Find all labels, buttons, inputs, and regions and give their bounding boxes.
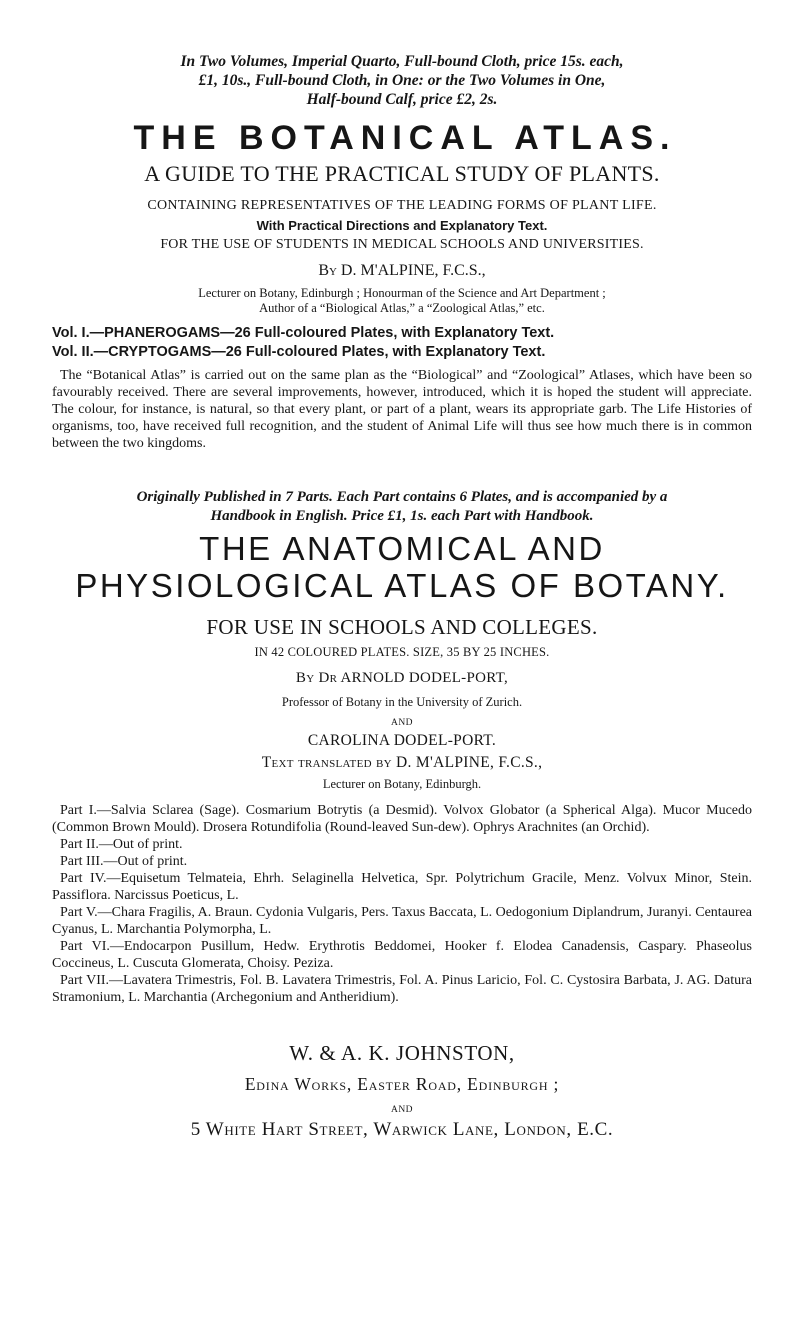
publisher-imprint bbox=[52, 1040, 752, 1142]
price-line: Half-bound Calf, price £2, 2s. bbox=[306, 91, 498, 108]
part-entry: Part V.—Chara Fragilis, A. Braun. Cydonia Vulgaris, Pers. Taxus Baccata, L. Oedogonium Diplandrum, Juranyi. Centaurea Cyanus, L. Marchantia Polymorpha, L. bbox=[52, 905, 752, 937]
title-line: PHYSIOLOGICAL ATLAS OF BOTANY. bbox=[75, 567, 729, 604]
part-entry: Part II.—Out of print. bbox=[60, 837, 183, 852]
part-entry: Part IV.—Equisetum Telmateia, Ehrh. Selaginella Helvetica, Spr. Polytrichum Gracile, Menz. Volvux Minor, Stein. Passiflora. Narcissus Poeticus, L. bbox=[52, 871, 752, 903]
credential-line: Author of a “Biological Atlas,” a “Zoological Atlas,” etc. bbox=[259, 301, 545, 315]
botanical-atlas-price-info bbox=[52, 52, 752, 109]
and-separator: AND bbox=[390, 718, 414, 728]
price-line: Originally Published in 7 Parts. Each Part contains 6 Plates, and is accompanied by a bbox=[136, 489, 668, 505]
price-line: £1, 10s., Full-bound Cloth, in One: or the Two Volumes in One, bbox=[198, 72, 606, 89]
credential-line: Lecturer on Botany, Edinburgh ; Honourman of the Science and Art Department ; bbox=[198, 286, 606, 300]
anatomical-atlas-translator: Text translated by D. M'ALPINE, F.C.S., bbox=[261, 754, 543, 771]
volume-line: Vol. I.—PHANEROGAMS—26 Full-coloured Plates, with Explanatory Text. bbox=[52, 325, 555, 341]
advertisement-page bbox=[52, 52, 752, 1142]
and-separator: AND bbox=[390, 1105, 414, 1115]
part-entry: Part I.—Salvia Sclarea (Sage). Cosmarium Botrytis (a Desmid). Volvox Globator (a Spherical Alga). Mucor Mucedo (Common Brown Mould). Drosera Rotundifolia (Round-leaved Sun-dew). Ophrys Arachnites (an Orchid). bbox=[52, 803, 752, 835]
anatomical-atlas-translator-credentials: Lecturer on Botany, Edinburgh. bbox=[322, 777, 482, 791]
botanical-atlas-section bbox=[52, 52, 752, 452]
anatomical-atlas-audience: FOR USE IN SCHOOLS AND COLLEGES. bbox=[206, 615, 598, 639]
anatomical-atlas-author: By Dr ARNOLD DODEL-PORT, bbox=[295, 670, 509, 686]
part-entry: Part VI.—Endocarpon Pusillum, Hedw. Erythrotis Beddomei, Hooker f. Elodea Canadensis, Caspary. Phaseolus Coccineus, L. Cuscuta Glomerata, Choisy. Peziza. bbox=[52, 939, 752, 971]
part-entry: Part III.—Out of print. bbox=[60, 854, 188, 869]
price-line: In Two Volumes, Imperial Quarto, Full-bound Cloth, price 15s. each, bbox=[180, 53, 624, 70]
botanical-atlas-title: THE BOTANICAL ATLAS. bbox=[133, 119, 677, 157]
botanical-atlas-subtitle: A GUIDE TO THE PRACTICAL STUDY OF PLANTS. bbox=[144, 161, 660, 186]
anatomical-atlas-author-credentials: Professor of Botany in the University of Zurich. bbox=[281, 695, 523, 709]
botanical-atlas-volumes bbox=[52, 324, 752, 362]
price-line: Handbook in English. Price £1, 1s. each Part with Handbook. bbox=[210, 508, 594, 524]
anatomical-atlas-plates-info: IN 42 COLOURED PLATES. SIZE, 35 BY 25 INCHES. bbox=[254, 645, 550, 659]
anatomical-atlas-section bbox=[52, 488, 752, 1006]
publisher-edinburgh-address: Edina Works, Easter Road, Edinburgh ; bbox=[244, 1074, 560, 1094]
anatomical-atlas-coauthor: CAROLINA DODEL-PORT. bbox=[307, 732, 497, 749]
title-line: THE ANATOMICAL AND bbox=[199, 530, 605, 567]
botanical-atlas-practical: With Practical Directions and Explanatory Text. bbox=[256, 218, 548, 233]
anatomical-atlas-price-info bbox=[52, 488, 752, 526]
anatomical-atlas-title bbox=[52, 530, 752, 604]
botanical-atlas-author: By D. M'ALPINE, F.C.S., bbox=[318, 262, 486, 279]
botanical-atlas-containing: CONTAINING REPRESENTATIVES OF THE LEADING FORMS OF PLANT LIFE. bbox=[147, 198, 657, 213]
botanical-atlas-author-credentials bbox=[52, 286, 752, 316]
publisher-name: W. & A. K. JOHNSTON, bbox=[289, 1041, 515, 1065]
part-entry: Part VII.—Lavatera Trimestris, Fol. B. Lavatera Trimestris, Fol. A. Pinus Laricio, Fol. C. Cystosira Barbata, J. AG. Datura Stramonium, L. Marchantia (Archegonium and Antheridium). bbox=[52, 973, 752, 1005]
anatomical-atlas-parts-list bbox=[52, 802, 752, 1006]
botanical-atlas-description: The “Botanical Atlas” is carried out on the same plan as the “Biological” and “Zoological” Atlases, which have been so favourably received. There are several improvements, however, introduced, which it is hoped the student will appreciate. The colour, for instance, is natural, so that every plant, or part of a plant, wears its appropriate garb. The Life Histories of organisms, too, have received full recognition, and the student of Animal Life will thus see how much there is in common between the two kingdoms. bbox=[52, 368, 752, 451]
volume-line: Vol. II.—CRYPTOGAMS—26 Full-coloured Plates, with Explanatory Text. bbox=[52, 344, 546, 360]
publisher-london-address: 5 White Hart Street, Warwick Lane, London, E.C. bbox=[190, 1119, 614, 1140]
botanical-atlas-audience: FOR THE USE OF STUDENTS IN MEDICAL SCHOOLS AND UNIVERSITIES. bbox=[160, 237, 644, 252]
